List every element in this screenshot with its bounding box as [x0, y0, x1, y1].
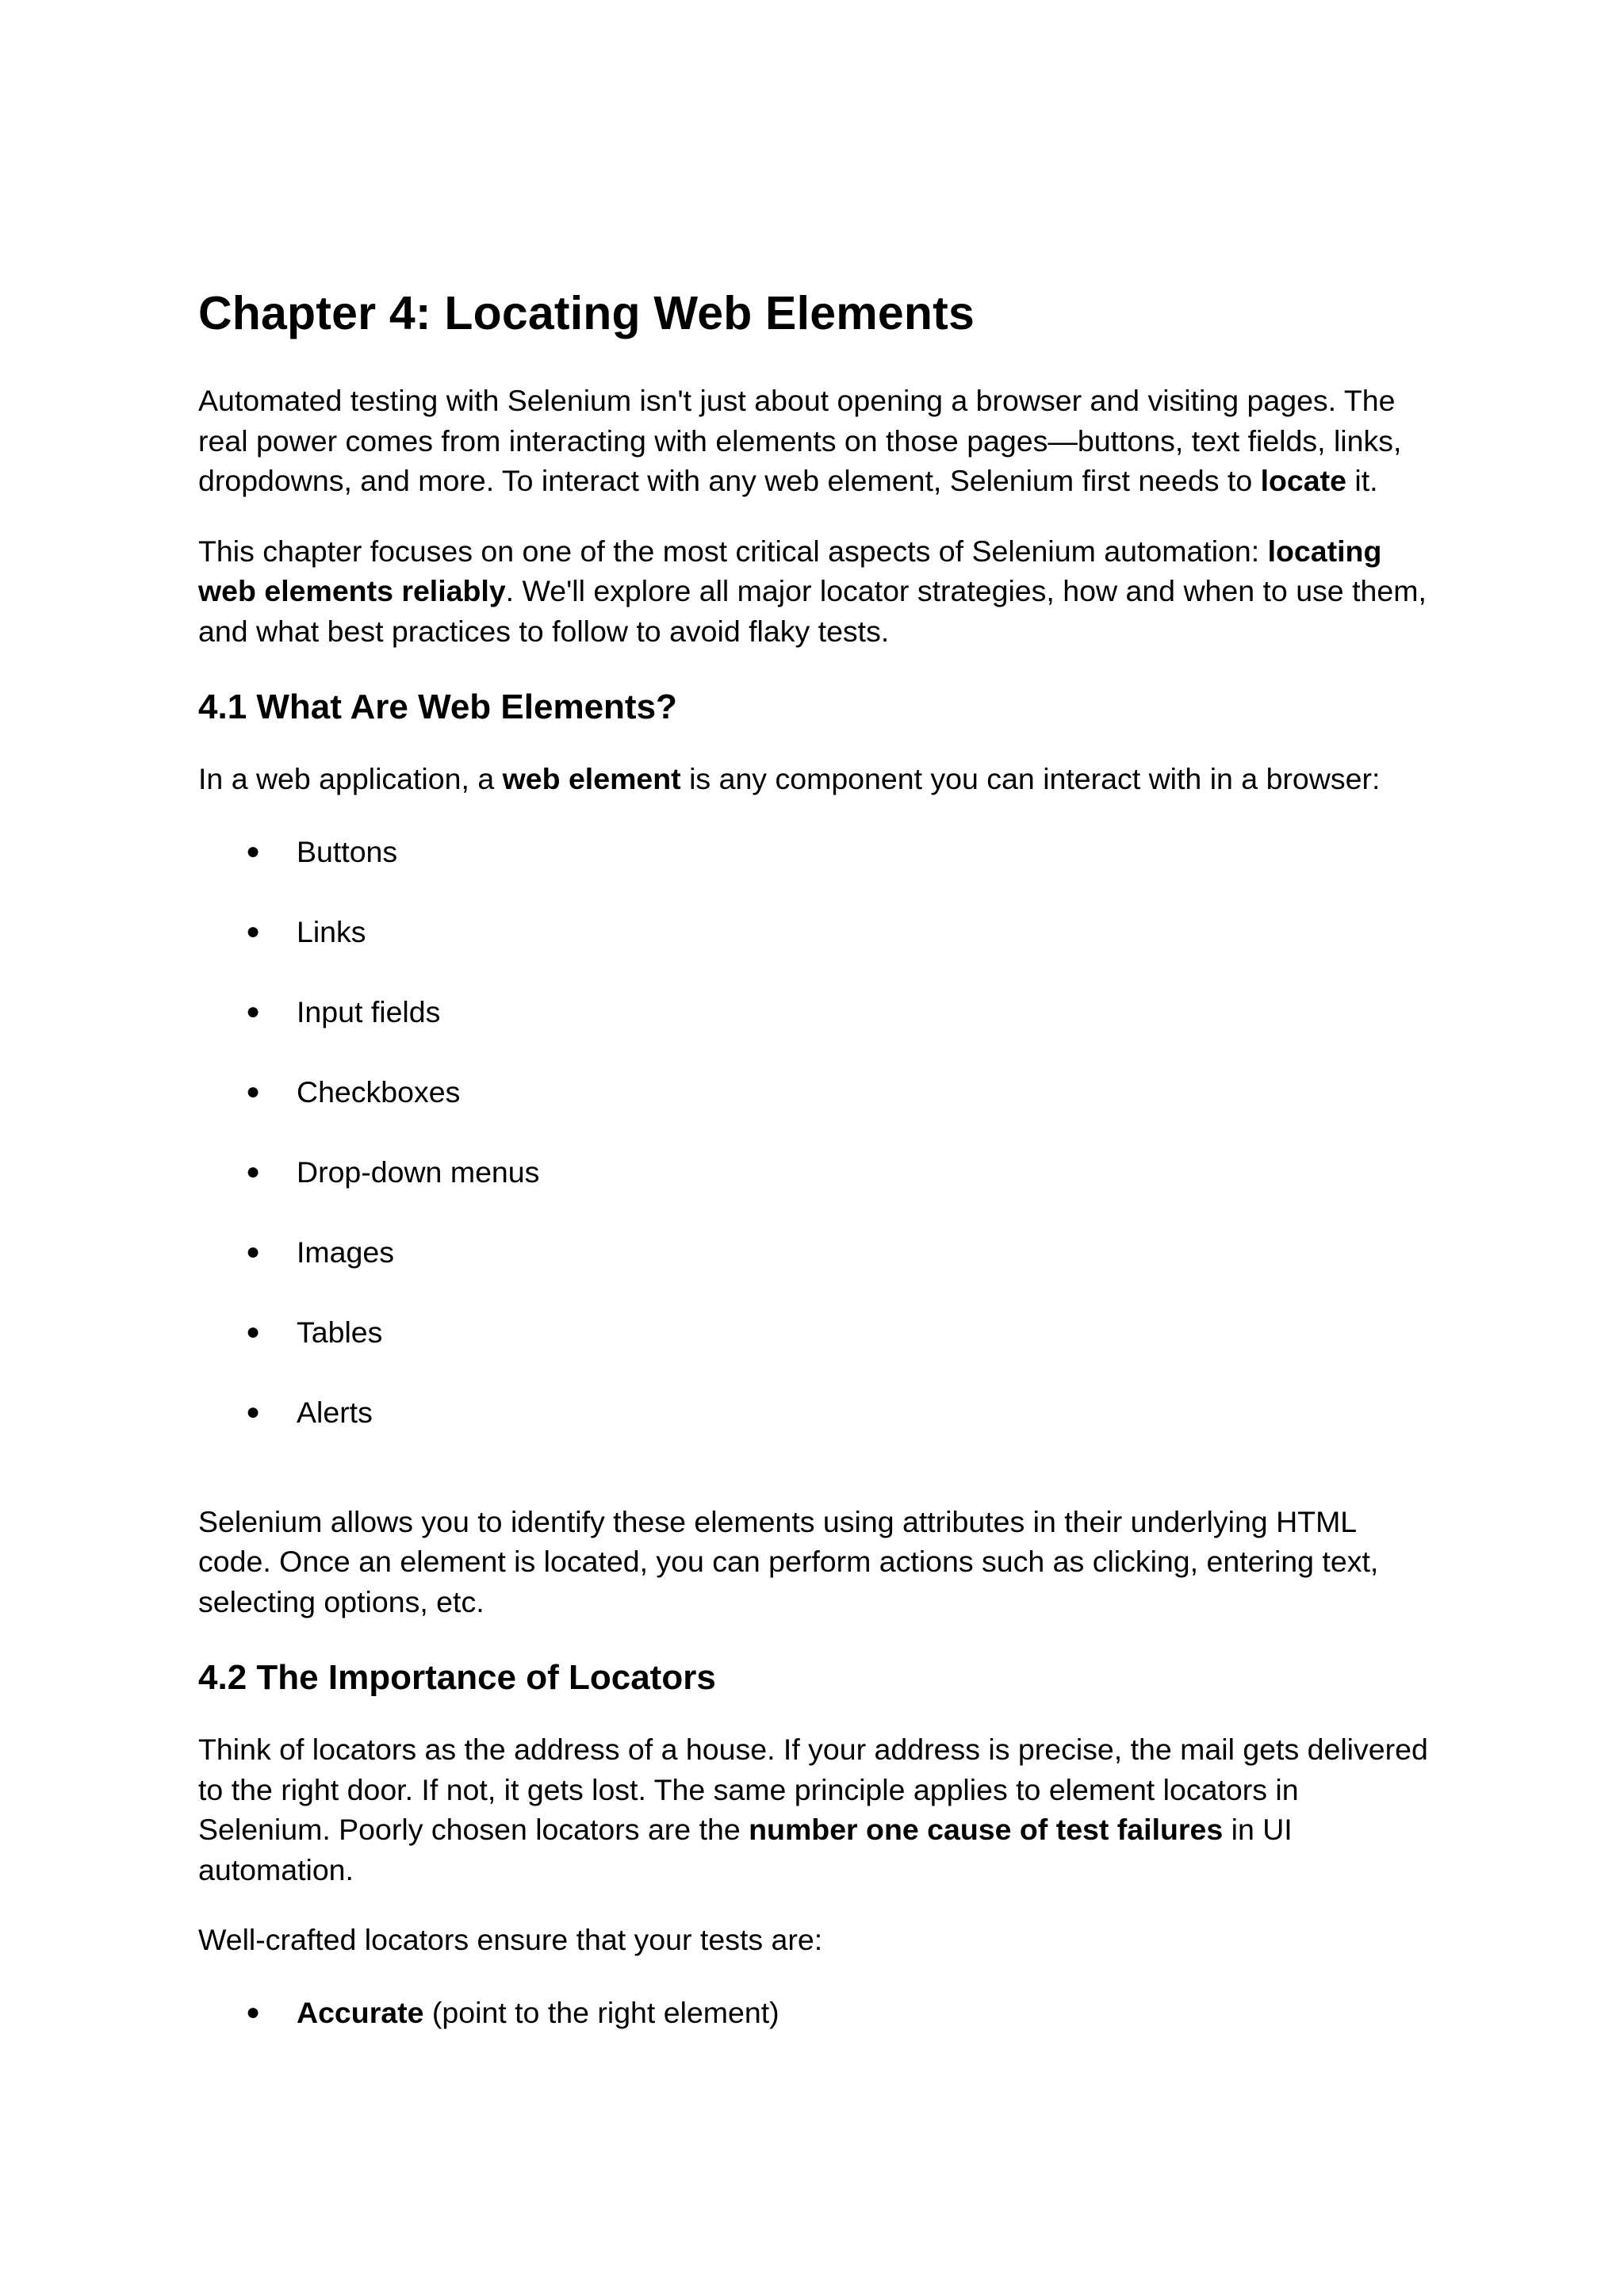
bullet-icon: ●: [246, 837, 261, 864]
bold-text: locate: [1260, 464, 1346, 497]
bullet-icon: ●: [246, 1398, 261, 1425]
list-item: [198, 912, 1435, 952]
list-item-text: Images: [297, 1235, 394, 1269]
text-run: is any component you can interact with in a browser:: [680, 762, 1381, 795]
section-4-1-after-paragraph: Selenium allows you to identify these elements using attributes in their underlying HTML code. Once an element is located, you can perform actions such as clicking, entering text, selecting options, etc.: [198, 1504, 1379, 1618]
section-4-1-lead: [198, 759, 1435, 799]
bold-text: web element: [502, 762, 681, 795]
text-run: This chapter focuses on one of the most critical aspects of Selenium automation:: [198, 534, 1268, 568]
bold-text: number one cause of test failures: [749, 1813, 1224, 1846]
locator-goals-list: [198, 1993, 1435, 2032]
section-4-2-paragraph-1: [198, 1729, 1435, 1890]
chapter-title: Chapter 4: Locating Web Elements: [198, 287, 975, 339]
list-item: [198, 1993, 1435, 2032]
text-run: In a web application, a: [198, 762, 503, 795]
bullet-icon: ●: [246, 1238, 261, 1265]
intro-paragraph-1: [198, 381, 1435, 501]
list-item-text: Alerts: [297, 1395, 373, 1429]
text-run: in UI automation.: [198, 1813, 1293, 1886]
bullet-icon: ●: [246, 1158, 261, 1185]
list-item-text: Checkboxes: [297, 1074, 461, 1109]
bold-text: locating web elements reliably: [198, 534, 1382, 607]
text-run: Automated testing with Selenium isn't just about opening a browser and visiting pages. The real power comes from interacting with elements on those pages—buttons, text fields, links, dropdowns, and more. To interact with any web element, Selenium first needs to: [198, 384, 1402, 497]
list-item: [198, 1152, 1435, 1192]
bullet-icon: ●: [246, 998, 261, 1024]
text-run: . We'll explore all major locator strategies, how and when to use them, and what best practices to follow to avoid flaky tests.: [198, 574, 1427, 648]
section-heading-4-1: 4.1 What Are Web Elements?: [198, 687, 677, 726]
bullet-icon: ●: [246, 1998, 261, 2025]
list-item-text: Drop-down menus: [297, 1155, 540, 1189]
list-item-text: Tables: [297, 1315, 383, 1349]
section-heading-4-2: 4.2 The Importance of Locators: [198, 1658, 716, 1697]
list-item-text: Input fields: [297, 994, 441, 1028]
text-run: it.: [1346, 464, 1378, 497]
list-item-text: Buttons: [297, 834, 398, 868]
list-item: [198, 992, 1435, 1032]
text-run: Think of locators as the address of a house. If your address is precise, the mail gets delivered to the right door. If not, it gets lost. The same principle applies to element locators in Selenium. Poorly chosen locators are the: [198, 1733, 1428, 1846]
goal-term: Accurate: [297, 1995, 424, 2029]
list-item: [198, 832, 1435, 871]
intro-paragraph-2: [198, 531, 1435, 652]
list-item: [198, 1392, 1435, 1432]
bullet-icon: ●: [246, 1078, 261, 1105]
bullet-icon: ●: [246, 1318, 261, 1345]
list-item: [198, 1072, 1435, 1112]
goal-description: (point to the right element): [423, 1995, 779, 2029]
list-item: [198, 1232, 1435, 1272]
list-item: [198, 1312, 1435, 1352]
web-elements-list: [198, 832, 1435, 1432]
document-page: [198, 285, 1435, 2032]
list-item-text: Links: [297, 914, 366, 948]
bullet-icon: ●: [246, 917, 261, 944]
section-4-2-paragraph-2: Well-crafted locators ensure that your tests are:: [198, 1923, 823, 1956]
